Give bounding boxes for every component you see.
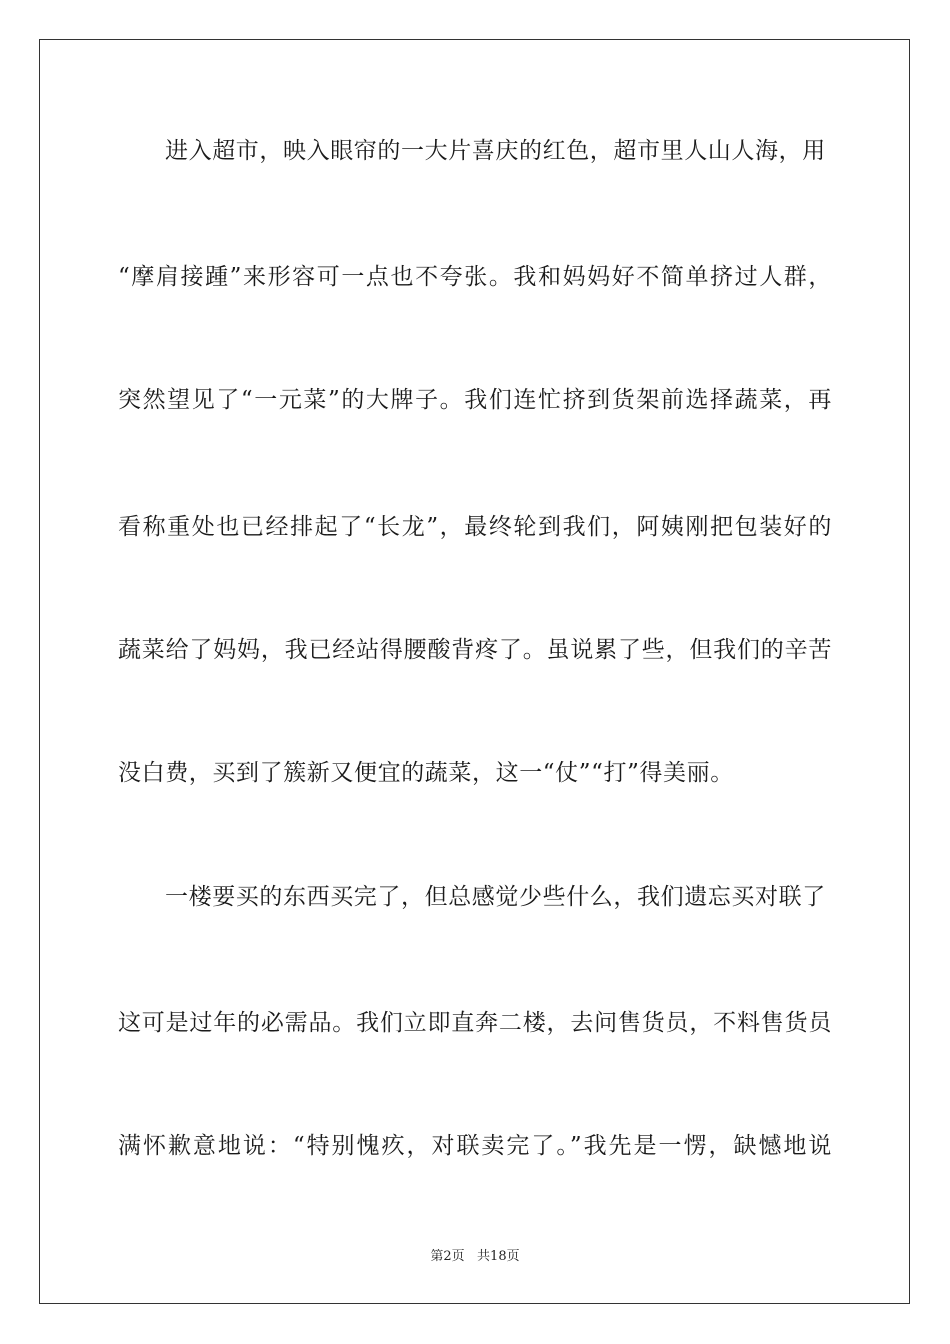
text-line-9: 满怀歉意地说：“特别愧疚，对联卖完了。”我先是一愣，缺憾地说 (118, 1133, 832, 1159)
text-line-6: 没白费，买到了簇新又便宜的蔬菜，这一“仗”“打”得美丽。 (118, 760, 734, 786)
text-line-7: 一楼要买的东西买完了，但总感觉少些什么，我们遗忘买对联了 (165, 884, 826, 910)
page-border (39, 39, 910, 1304)
text-line-3: 突然望见了“一元菜”的大牌子。我们连忙挤到货架前选择蔬菜，再 (118, 387, 832, 413)
text-line-8: 这可是过年的必需品。我们立即直奔二楼，去问售货员，不料售货员 (118, 1010, 832, 1036)
text-line-4: 看称重处也已经排起了“长龙”，最终轮到我们，阿姨刚把包装好的 (118, 514, 832, 540)
text-line-2: “摩肩接踵”来形容可一点也不夸张。我和妈妈好不简单挤过人群， (118, 264, 832, 290)
text-line-5: 蔬菜给了妈妈，我已经站得腰酸背疼了。虽说累了些，但我们的辛苦 (118, 637, 832, 663)
text-line-1: 进入超市，映入眼帘的一大片喜庆的红色，超市里人山人海，用 (165, 138, 826, 164)
page-number-footer: 第2页 共18页 (430, 1249, 520, 1264)
